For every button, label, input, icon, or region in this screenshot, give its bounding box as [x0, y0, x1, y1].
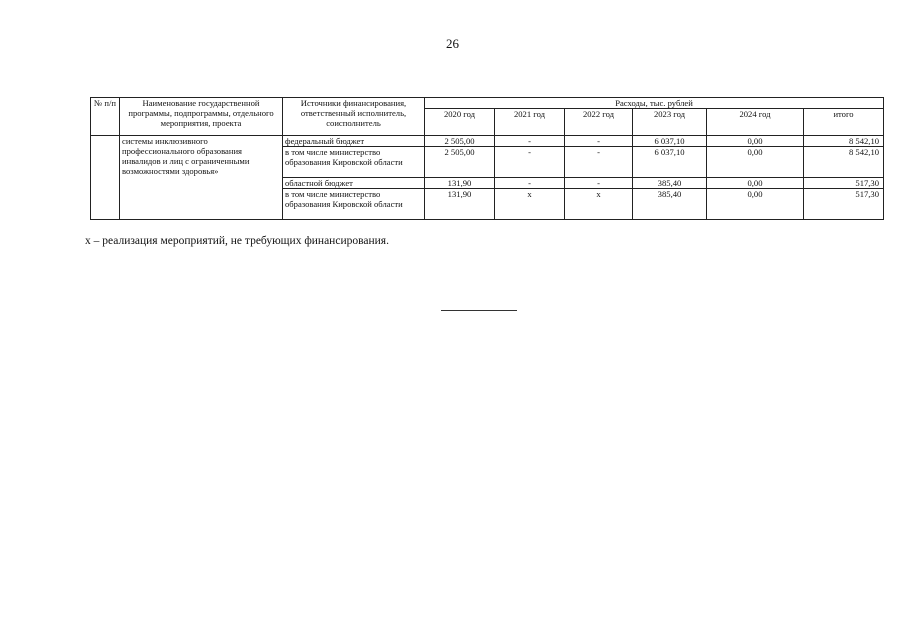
footnote: x – реализация мероприятий, не требующих финансирования. [85, 235, 389, 247]
value-cell: 517,30 [804, 178, 884, 189]
source-cell: федеральный бюджет [283, 136, 425, 147]
budget-table [90, 97, 884, 220]
value-cell: 0,00 [707, 136, 804, 147]
value-cell: x [565, 189, 633, 220]
header-expenses: Расходы, тыс. рублей [425, 98, 884, 109]
value-cell: - [565, 178, 633, 189]
value-cell: x [495, 189, 565, 220]
value-cell: 2 505,00 [425, 136, 495, 147]
header-num: № п/п [91, 98, 120, 136]
value-cell: - [495, 178, 565, 189]
header-year: 2021 год [495, 109, 565, 136]
value-cell: 6 037,10 [633, 136, 707, 147]
program-name-cell: системы инклюзивного профессионального образования инвалидов и лиц с ограниченными возможностями здоровья» [120, 136, 283, 220]
page-number: 26 [446, 36, 459, 51]
value-cell: 517,30 [804, 189, 884, 220]
source-cell: в том числе министерство образования Кировской области [283, 147, 425, 178]
value-cell: 6 037,10 [633, 147, 707, 178]
value-cell: 8 542,10 [804, 136, 884, 147]
value-cell: 0,00 [707, 147, 804, 178]
value-cell: 2 505,00 [425, 147, 495, 178]
header-year: 2020 год [425, 109, 495, 136]
value-cell: 0,00 [707, 189, 804, 220]
source-cell: в том числе министерство образования Кировской области [283, 189, 425, 220]
header-year: 2022 год [565, 109, 633, 136]
value-cell: - [565, 136, 633, 147]
header-year: 2023 год [633, 109, 707, 136]
value-cell: 131,90 [425, 178, 495, 189]
header-total: итого [804, 109, 884, 136]
row-number-cell [91, 136, 120, 220]
table-row [91, 136, 884, 147]
separator-line [441, 310, 517, 311]
value-cell: 8 542,10 [804, 147, 884, 178]
header-source: Источники финансирования, ответственный исполнитель, соисполнитель [283, 98, 425, 136]
header-row-top [91, 98, 884, 109]
value-cell: - [495, 147, 565, 178]
value-cell: 385,40 [633, 178, 707, 189]
value-cell: - [495, 136, 565, 147]
value-cell: - [565, 147, 633, 178]
value-cell: 385,40 [633, 189, 707, 220]
header-name: Наименование государственной программы, подпрограммы, отдельного мероприятия, проекта [120, 98, 283, 136]
source-cell: областной бюджет [283, 178, 425, 189]
value-cell: 0,00 [707, 178, 804, 189]
header-year: 2024 год [707, 109, 804, 136]
value-cell: 131,90 [425, 189, 495, 220]
